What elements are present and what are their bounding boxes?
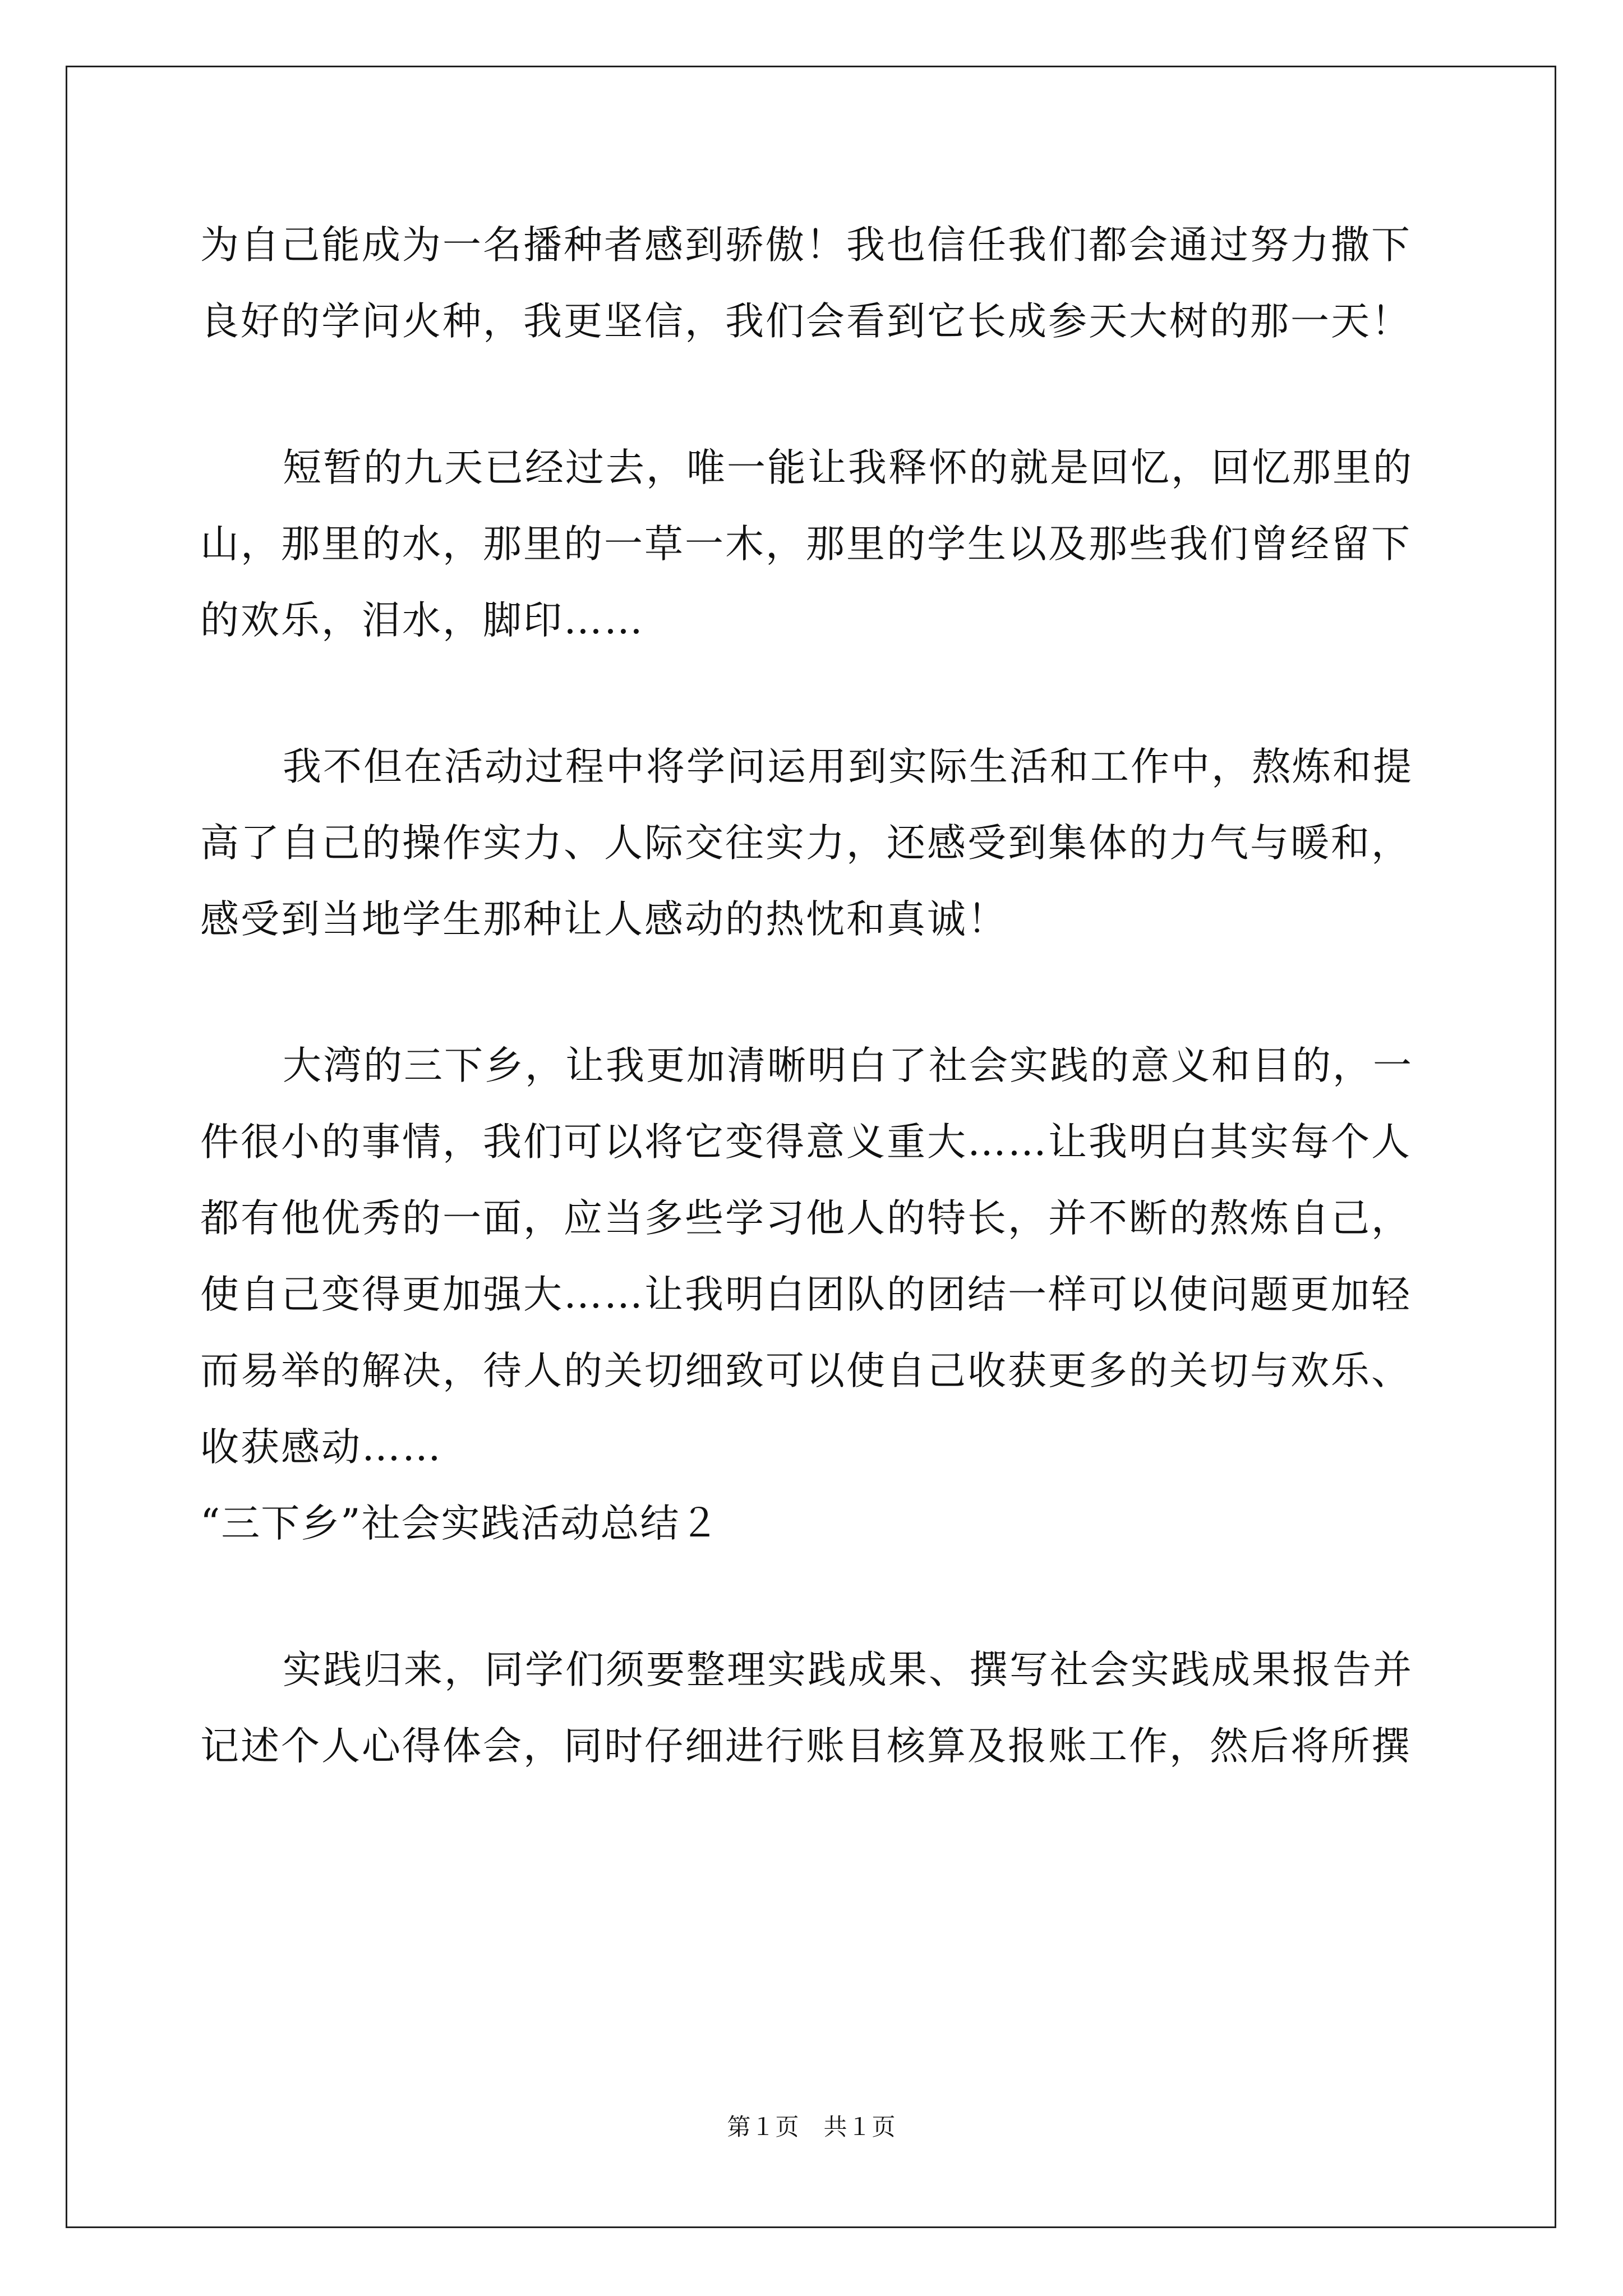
text-line-11: 都有他优秀的一面，应当多些学习他人的特长，并不断的熬炼自己，	[200, 1196, 1412, 1241]
text-line-14: 收获感动……	[200, 1425, 442, 1470]
text-line-5: 的欢乐，泪水，脚印……	[200, 598, 644, 643]
text-line-9: 大湾的三下乡，让我更加清晰明白了社会实践的意义和目的，一	[283, 1043, 1413, 1088]
text-line-4: 山，那里的水，那里的一草一木，那里的学生以及那些我们曾经留下	[200, 522, 1412, 567]
text-line-7: 高了自己的操作实力、人际交往实力，还感受到集体的力气与暖和，	[200, 821, 1412, 866]
text-line-16: 实践归来，同学们须要整理实践成果、撰写社会实践成果报告并	[283, 1648, 1413, 1692]
text-line-3: 短暂的九天已经过去，唯一能让我释怀的就是回忆，回忆那里的	[283, 445, 1413, 490]
text-line-2: 良好的学问火种，我更坚信，我们会看到它长成参天大树的那一天！	[200, 299, 1412, 344]
text-line-1: 为自己能成为一名播种者感到骄傲！我也信任我们都会通过努力撒下	[200, 223, 1412, 268]
text-line-6: 我不但在活动过程中将学问运用到实际生活和工作中，熬炼和提	[283, 744, 1413, 789]
page-footer: 第１页 共１页	[727, 2113, 896, 2141]
text-line-10: 件很小的事情，我们可以将它变得意义重大……让我明白其实每个人	[200, 1120, 1412, 1165]
text-line-13: 而易举的解决，待人的关切细致可以使自己收获更多的关切与欢乐、	[200, 1349, 1412, 1393]
text-line-12: 使自己变得更加强大……让我明白团队的团结一样可以使问题更加轻	[200, 1272, 1412, 1317]
text-line-8: 感受到当地学生那种让人感动的热忱和真诚！	[200, 897, 1008, 942]
section-heading: “三下乡”社会实践活动总结２	[200, 1501, 720, 1546]
text-line-17: 记述个人心得体会，同时仔细进行账目核算及报账工作，然后将所撰	[200, 1724, 1412, 1769]
